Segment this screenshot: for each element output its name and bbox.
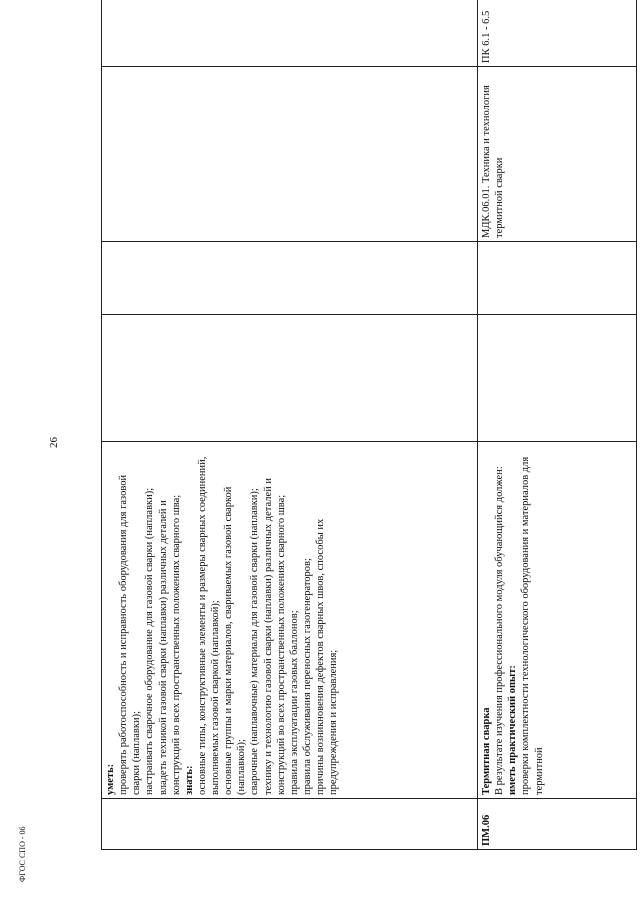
course-cell: МДК.06.01. Техника и технология термитной сварки: [478, 67, 637, 242]
page-number: 26: [48, 437, 60, 448]
content-line: причины возникновения дефектов сварных швов, способы их предупреждения и исправления;: [315, 518, 340, 795]
content-line: проверки комплектности технологического оборудования и материалов для термитной: [520, 456, 545, 795]
content-cell: [102, 442, 478, 799]
hours-cell: [102, 242, 478, 315]
module-code-cell: ПМ.06: [478, 799, 637, 850]
table-row: [478, 0, 637, 850]
hours-cell: [478, 315, 637, 442]
content-cell: [478, 442, 637, 799]
rotated-table-wrapper: [101, 10, 636, 850]
content-line: В результате изучения профессионального модуля обучающийся должен:: [494, 466, 506, 795]
content-line: настраивать сварочное оборудование для газовой сварки (наплавки);: [144, 487, 156, 795]
table-row: [102, 0, 478, 850]
content-line: основные типы, конструктивные элементы и размеры сварных соединений, выполняемых газовой сваркой (наплавкой);: [196, 456, 221, 795]
content-line: Термитная сварка: [481, 707, 492, 795]
competency-code-cell: ПК 6.1 - 6.5: [478, 0, 637, 67]
course-cell: [102, 67, 478, 242]
content-line: уметь:: [105, 763, 116, 795]
content-line: правила эксплуатации газовых баллонов;: [288, 610, 300, 795]
document-footer: ФГОС СПО - 06: [18, 826, 27, 882]
hours-cell: [478, 242, 637, 315]
content-line: сварочные (наплавочные) материалы для газовой сварки (наплавки);: [249, 488, 261, 795]
content-line: проверять работоспособность и исправность оборудования для газовой сварки (наплавки);: [118, 474, 143, 795]
content-line: правила обслуживания переносных газогенераторов;: [301, 558, 313, 795]
competency-table: [101, 0, 637, 850]
content-line: владеть техникой газовой сварки (наплавки) различных деталей и конструкций во всех пространственных положениях сварного шва;: [157, 494, 182, 795]
competency-code-cell: [102, 0, 478, 67]
hours-cell: [102, 315, 478, 442]
content-line: основные группы и марки материалов, свариваемых газовой сваркой (наплавкой);: [223, 486, 248, 795]
module-code-cell: [102, 799, 478, 850]
content-line: иметь практический опыт:: [507, 665, 519, 795]
content-line: знать:: [183, 765, 195, 795]
content-line: технику и технологию газовой сварки (наплавки) различных деталей и конструкций во всех пространственных положениях сварного шва;: [262, 477, 287, 795]
